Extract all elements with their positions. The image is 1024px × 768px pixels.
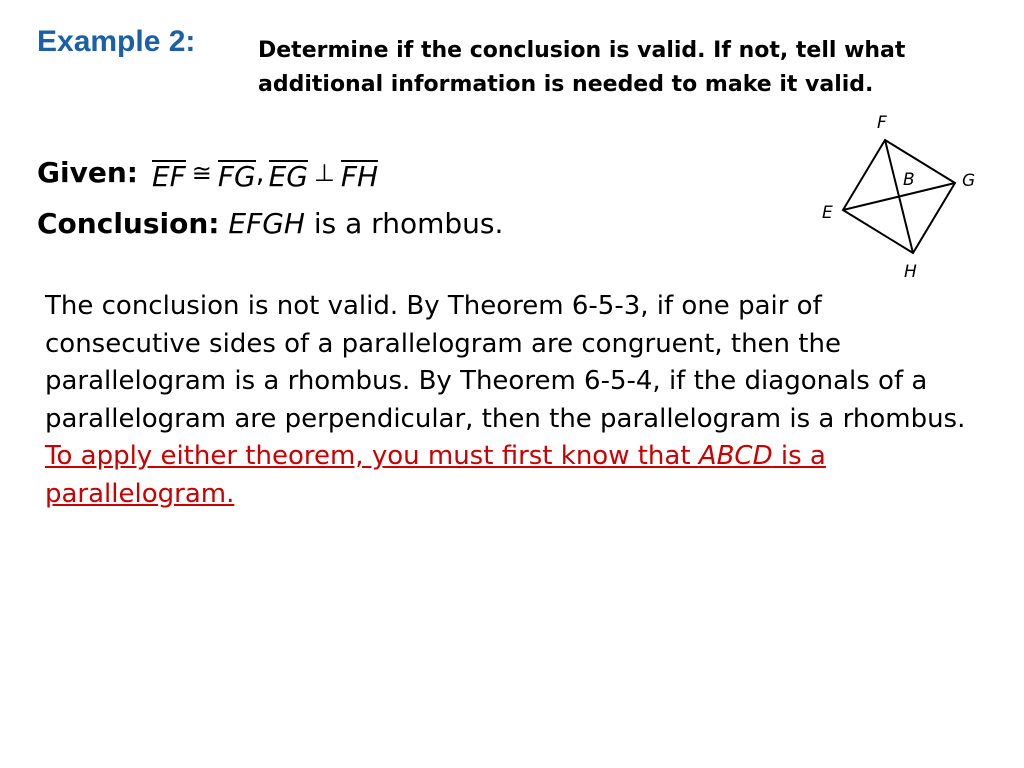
segment-fh: FH — [340, 160, 379, 193]
perpendicular-symbol: ⊥ — [313, 159, 335, 187]
instructions-text: Determine if the conclusion is valid. If not, tell what additional information is needed to make it valid. — [258, 38, 906, 97]
explanation-red-text — [45, 441, 826, 509]
given-statement — [37, 150, 379, 193]
conclusion-statement — [37, 205, 503, 243]
diagram-lines — [843, 140, 955, 253]
conclusion-label: Conclusion: — [37, 207, 220, 240]
label-e: E — [822, 203, 833, 223]
comma: , — [255, 156, 265, 189]
explanation-black-text: The conclusion is not valid. By Theorem 6-5-3, if one pair of consecutive sides of a parallelogram are congruent, then the parallelogram is a rhombus. By Theorem 6-5-4, if the diagonals of a parallelogram are perpendicular, then the parallelogram is a rhombus. — [45, 291, 966, 434]
explanation-paragraph — [45, 288, 975, 513]
conclusion-text: is a rhombus. — [304, 207, 504, 240]
segment-fg: FG — [217, 160, 256, 193]
conclusion-figure: EFGH — [228, 207, 305, 240]
red-italic-figure: ABCD — [698, 441, 773, 471]
diagonal-fh — [885, 140, 913, 253]
label-b: B — [903, 170, 915, 190]
segment-ef: EF — [151, 160, 186, 193]
label-g: G — [962, 171, 976, 191]
label-f: F — [877, 113, 887, 133]
congruent-symbol: ≅ — [191, 159, 212, 187]
label-h: H — [904, 262, 917, 282]
given-math — [151, 156, 379, 193]
example-title: Example 2: — [37, 25, 196, 58]
segment-eg: EG — [268, 160, 308, 193]
quadrilateral-diagram — [810, 105, 990, 285]
red-text-part-1: To apply either theorem, you must first know that — [45, 441, 699, 471]
red-text-part-2: is a parallelogram. — [45, 441, 826, 509]
given-label: Given: — [37, 156, 138, 189]
